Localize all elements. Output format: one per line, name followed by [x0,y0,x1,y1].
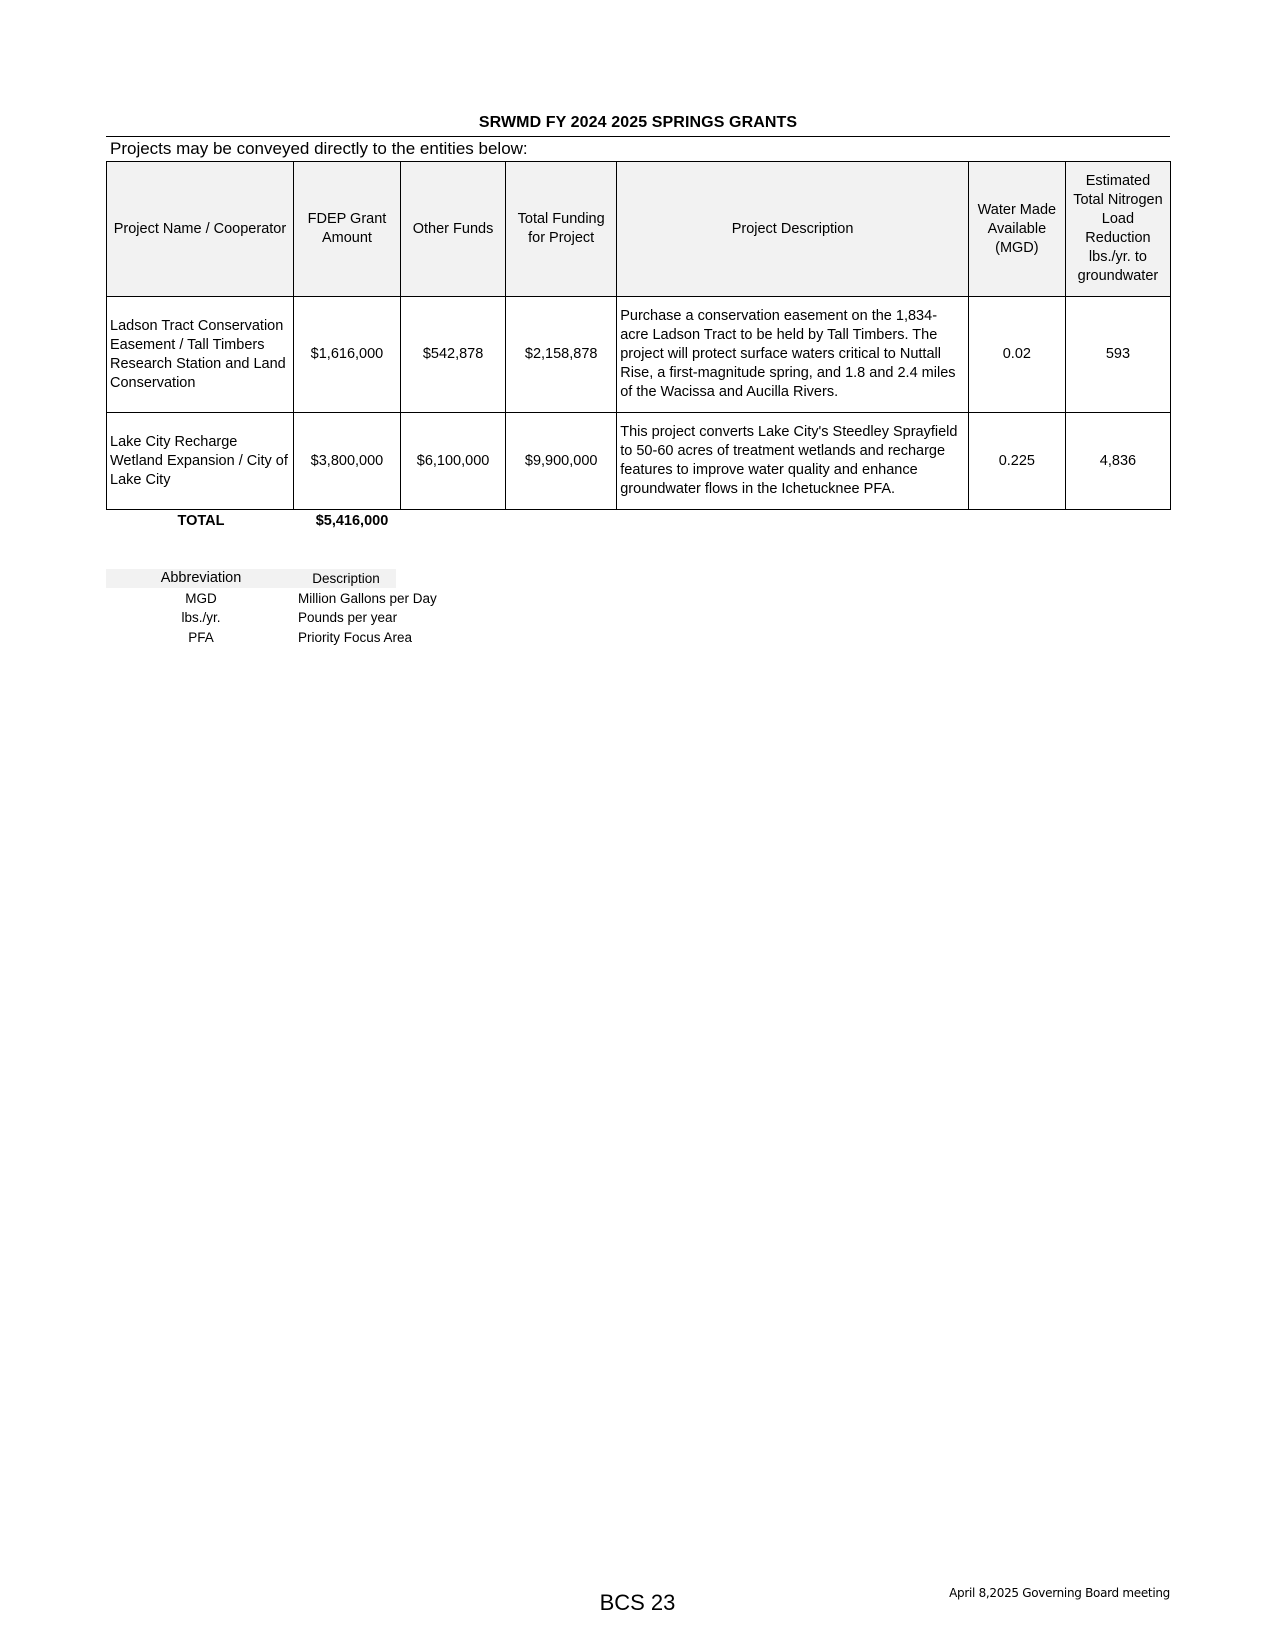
project-name: Ladson Tract Conservation Easement / Tall Timbers Research Station and Land Conservation [107,297,294,413]
header-project-description: Project Description [617,162,969,297]
total-value: $5,416,000 [315,513,389,529]
header-total-funding: Total Funding for Project [506,162,617,297]
nitrogen-reduction: 593 [1065,297,1170,413]
total-funding: $2,158,878 [506,297,617,413]
page-title: SRWMD FY 2024 2025 SPRINGS GRANTS [478,114,798,131]
list-item [106,589,578,609]
total-label: TOTAL [177,513,225,529]
header-water-available: Water Made Available (MGD) [968,162,1065,297]
header-fdep-grant: FDEP Grant Amount [293,162,400,297]
meeting-note: April 8,2025 Governing Board meeting [949,1586,1170,1600]
abbreviation-table [106,569,578,647]
abbreviation: lbs./yr. [181,610,221,626]
description-header: Description [296,569,396,588]
total-funding: $9,900,000 [506,413,617,510]
abbreviation: PFA [188,629,214,645]
table-row [107,413,1171,510]
project-name: Lake City Recharge Wetland Expansion / City of Lake City [107,413,294,510]
header-project-name: Project Name / Cooperator [107,162,294,297]
abbreviation-header-row [106,569,578,589]
header-nitrogen-reduction: Estimated Total Nitrogen Load Reduction lbs./yr. to groundwater [1065,162,1170,297]
abbreviation-description: Priority Focus Area [298,629,413,645]
abbreviation-header: Abbreviation [106,569,296,588]
list-item [106,628,578,648]
page-number: BCS 23 [599,1590,676,1615]
other-funds: $6,100,000 [401,413,506,510]
list-item [106,608,578,628]
water-available: 0.225 [968,413,1065,510]
project-description: This project converts Lake City's Steedley Sprayfield to 50-60 acres of treatment wetlands and recharge features to improve water quality and enhance groundwater flows in the Ichetucknee PFA. [617,413,969,510]
nitrogen-reduction: 4,836 [1065,413,1170,510]
fdep-grant-amount: $1,616,000 [293,297,400,413]
title-rule [106,136,1170,137]
fdep-grant-amount: $3,800,000 [293,413,400,510]
abbreviation-description: Pounds per year [298,610,398,626]
abbreviation: MGD [185,590,217,606]
abbreviation-description: Million Gallons per Day [298,590,437,606]
water-available: 0.02 [968,297,1065,413]
table-row [107,297,1171,413]
project-description: Purchase a conservation easement on the 1,834-acre Ladson Tract to be held by Tall Timbers. The project will protect surface waters critical to Nuttall Rise, a first-magnitude spring, and 1.8 and 2.4 miles of the Wacissa and Aucilla Rivers. [617,297,969,413]
other-funds: $542,878 [401,297,506,413]
grants-table [106,161,1171,510]
table-header-row [107,162,1171,297]
header-other-funds: Other Funds [401,162,506,297]
subtitle: Projects may be conveyed directly to the entities below: [110,139,528,158]
